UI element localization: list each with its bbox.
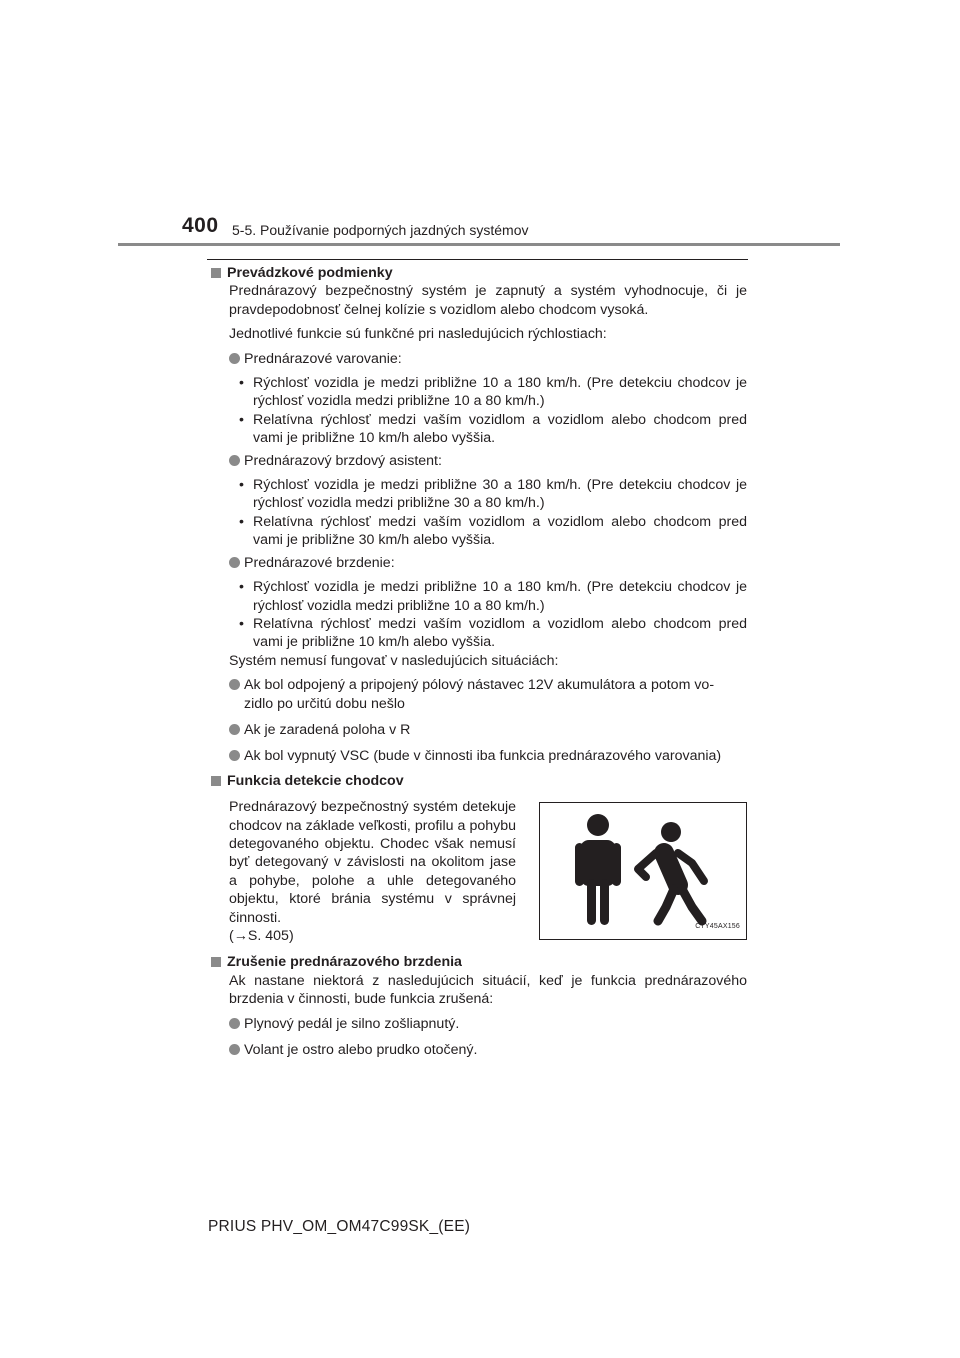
not-work-intro: Systém nemusí fungovať v nasledujúcich situáciách: xyxy=(229,652,559,669)
dot-bullet-icon: • xyxy=(239,579,244,596)
square-bullet-icon xyxy=(211,268,221,278)
pedestrian-detection-block xyxy=(211,798,747,945)
pedestrian-detection-text: Prednárazový bezpečnostný systém detekuje chodcov na základe veľkosti, profilu a pohybu detegovaného objektu. Chodec však nemusí byť detegovaný v závislosti na okolitom jase a pohybe, polohe a uhle detegovaného objektu, ktoré bránia systému v správnej činnosti. (→S. 405) xyxy=(229,799,516,944)
dot-bullet-icon: • xyxy=(239,411,244,428)
list-item: Plynový pedál je silno zošliapnutý. xyxy=(229,1015,747,1033)
page-content xyxy=(211,264,747,1059)
list-item: Volant je ostro alebo prudko otočený. xyxy=(229,1041,747,1059)
list-item: Prednárazové varovanie: xyxy=(229,350,747,368)
list-item: Ak bol odpojený a pripojený pólový nástavec 12V akumulátora a potom vo- zidlo po určitú dobu nešlo xyxy=(229,676,747,713)
list-item: Prednárazový brzdový asistent: xyxy=(229,452,747,470)
dot-bullet-icon: • xyxy=(239,513,244,530)
circle-bullet-icon xyxy=(229,750,240,761)
circle-bullet-icon xyxy=(229,557,240,568)
page-reference[interactable]: S. 405 xyxy=(247,928,289,944)
figure-code: CTY45AX156 xyxy=(695,922,740,930)
pedestrian-figure xyxy=(539,802,747,940)
section-title-cancel-braking: Zrušenie prednárazového brzdenia xyxy=(211,953,747,971)
circle-bullet-icon xyxy=(229,679,240,690)
list-item: Ak bol vypnutý VSC (bude v činnosti iba funkcia prednárazového varovania) xyxy=(229,747,747,765)
operating-conditions-intro: Prednárazový bezpečnostný systém je zapnutý a systém vyhodnocuje, či je pravdepodobnosť čelnej kolízie s vozidlom alebo chodcom vysoká. xyxy=(229,283,747,318)
page-number: 400 xyxy=(182,214,219,237)
cancel-braking-text: Ak nastane niektorá z nasledujúcich situácií, keď je funkcia prednárazového brzdenia v činnosti, bude funkcia zrušená: xyxy=(229,972,747,1008)
section-rule xyxy=(207,259,748,260)
sub-list-item: • Rýchlosť vozidla je medzi približne 10 a 180 km/h. (Pre detekciu chodcov je rýchlosť vozidla medzi približne 10 a 80 km/h.) xyxy=(239,579,747,614)
circle-bullet-icon xyxy=(229,1018,240,1029)
document-code: PRIUS PHV_OM_OM47C99SK_(EE) xyxy=(208,1218,471,1235)
circle-bullet-icon xyxy=(229,353,240,364)
dot-bullet-icon: • xyxy=(239,375,244,392)
arrow-right-icon: → xyxy=(233,928,248,944)
sub-list-item: • Rýchlosť vozidla je medzi približne 10 a 180 km/h. (Pre detekciu chodcov je rýchlosť vozidla medzi približne 10 a 80 km/h.) xyxy=(239,375,747,410)
standing-pedestrian-icon xyxy=(575,814,621,925)
sub-list-item: • Relatívna rýchlosť medzi vaším vozidlom a vozidlom alebo chodcom pred vami je približne 30 km/h alebo vyššia. xyxy=(239,513,747,549)
walking-pedestrian-icon xyxy=(638,822,704,921)
sub-list-item: • Rýchlosť vozidla je medzi približne 30 a 180 km/h. (Pre detekciu chodcov je rýchlosť vozidla medzi približne 30 a 80 km/h.) xyxy=(239,477,747,512)
circle-bullet-icon xyxy=(229,724,240,735)
section-title-pedestrian-detection: Funkcia detekcie chodcov xyxy=(211,772,747,790)
circle-bullet-icon xyxy=(229,455,240,466)
sub-list-item: • Relatívna rýchlosť medzi vaším vozidlom a vozidlom alebo chodcom pred vami je približne 10 km/h alebo vyššia. xyxy=(239,411,747,447)
header-rule xyxy=(118,243,840,246)
square-bullet-icon xyxy=(211,776,221,786)
dot-bullet-icon: • xyxy=(239,615,244,632)
list-item: Ak je zaradená poloha v R xyxy=(229,721,747,739)
list-item: Prednárazové brzdenie: xyxy=(229,554,747,572)
speeds-intro: Jednotlivé funkcie sú funkčné pri nasledujúcich rýchlostiach: xyxy=(229,326,607,343)
circle-bullet-icon xyxy=(229,1044,240,1055)
dot-bullet-icon: • xyxy=(239,477,244,494)
chapter-title: 5-5. Používanie podporných jazdných systémov xyxy=(232,222,529,238)
section-title-operating-conditions: Prevádzkové podmienky xyxy=(211,264,747,282)
square-bullet-icon xyxy=(211,957,221,967)
sub-list-item: • Relatívna rýchlosť medzi vaším vozidlom a vozidlom alebo chodcom pred vami je približne 10 km/h alebo vyššia. xyxy=(239,615,747,651)
